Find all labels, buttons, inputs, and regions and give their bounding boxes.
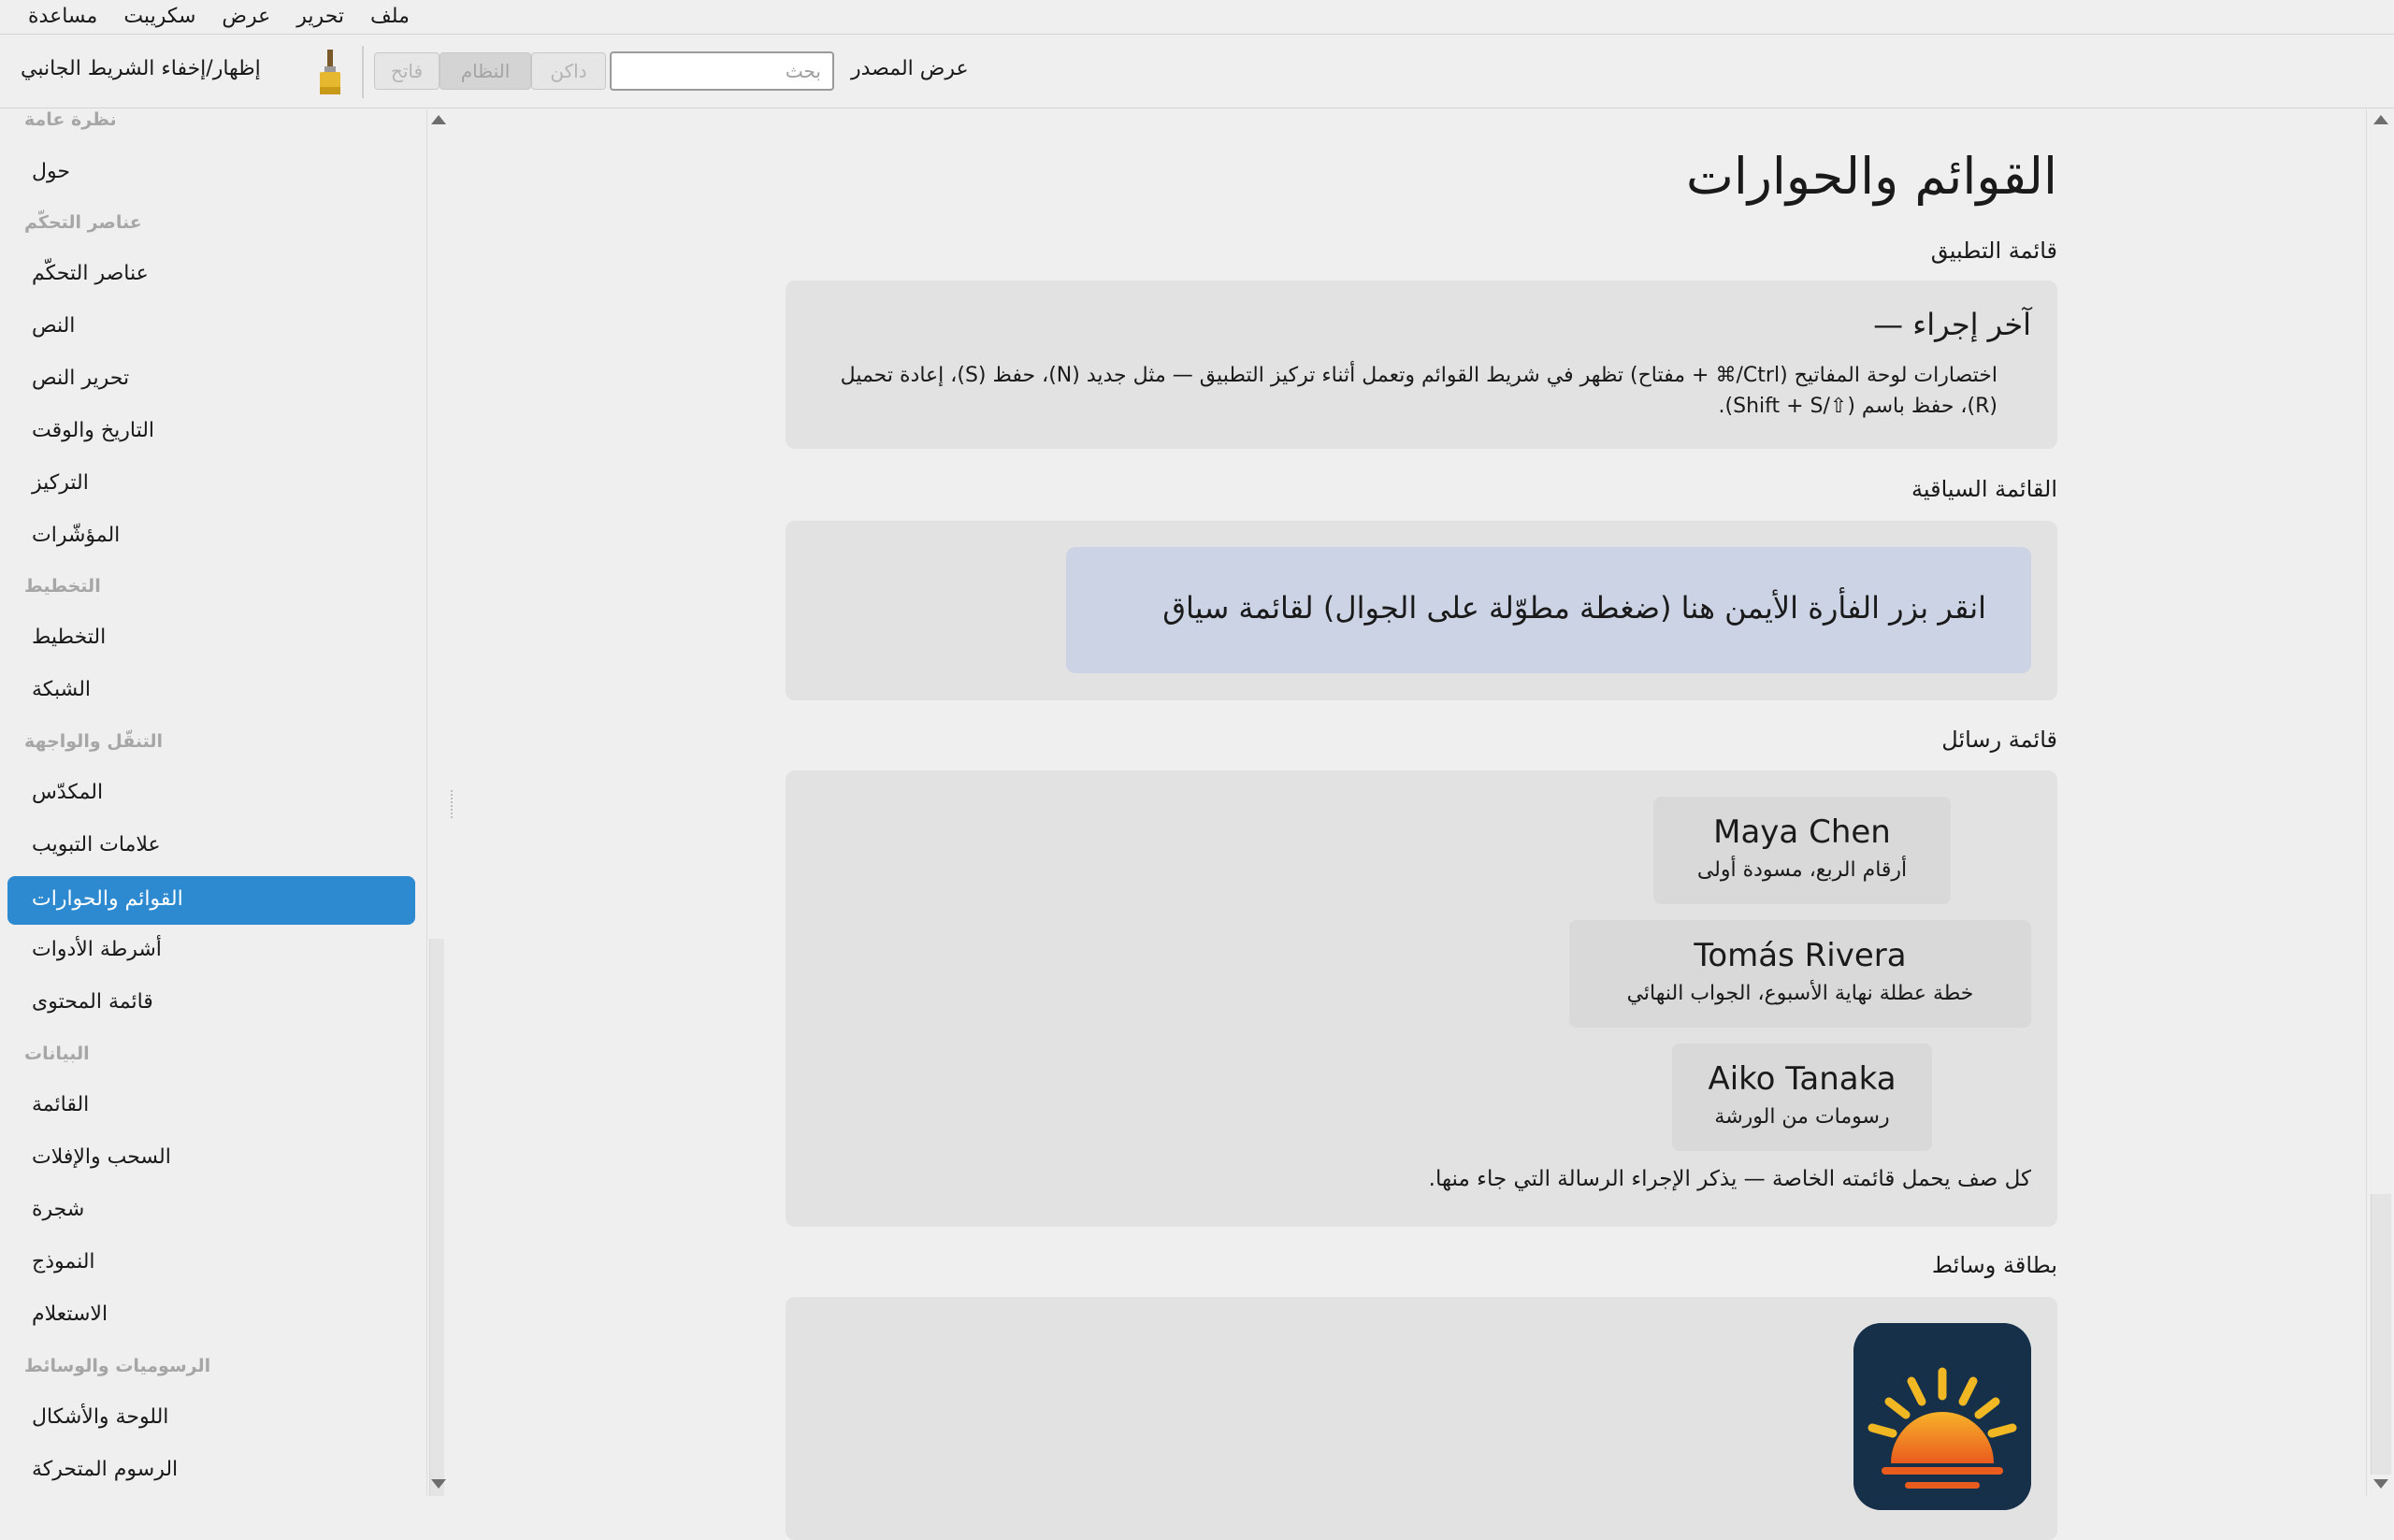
sidebar-item-toolbars[interactable]	[7, 927, 415, 975]
sunset-icon[interactable]	[1853, 1323, 2031, 1510]
sidebar-item-label: النص	[32, 314, 76, 338]
sidebar-header-layout: التخطيط	[24, 576, 101, 597]
sidebar-item-focus[interactable]	[7, 460, 415, 509]
message-row[interactable]	[1653, 797, 1951, 904]
menu-script[interactable]: سكريبت	[123, 5, 196, 28]
sidebar-item-menus-dialogs[interactable]	[7, 876, 415, 925]
sidebar-item-label: الشبكة	[32, 678, 92, 701]
sidebar-header-navigation: التنقّل والواجهة	[24, 731, 164, 752]
sidebar-item-label: المؤشّرات	[32, 524, 121, 547]
scroll-down-arrow-icon[interactable]	[431, 1479, 446, 1489]
sidebar-item-drag-drop[interactable]	[7, 1134, 415, 1183]
scroll-up-arrow-icon[interactable]	[431, 115, 446, 124]
app-menu-label: قائمة التطبيق	[1930, 237, 2057, 264]
sidebar-item-form[interactable]	[7, 1239, 415, 1288]
sidebar-header-overview: نظرة عامة	[24, 109, 117, 130]
sidebar-item-label: التركيز	[32, 471, 89, 495]
menu-file[interactable]: ملف	[370, 5, 410, 28]
sidebar-item-date-time[interactable]	[7, 408, 415, 456]
message-sender: Maya Chen	[1713, 813, 1891, 851]
sidebar-item-label: التخطيط	[32, 626, 107, 649]
context-menu-label: القائمة السياقية	[1911, 476, 2057, 502]
sidebar	[0, 109, 426, 1496]
sidebar-item-label: القائمة	[32, 1093, 90, 1116]
paintbrush-icon[interactable]	[314, 48, 346, 96]
sidebar-item-label: اللوحة والأشكال	[32, 1405, 169, 1429]
sidebar-item-about[interactable]	[7, 149, 415, 197]
context-menu-target[interactable]	[1066, 547, 2031, 673]
media-card-label: بطاقة وسائط	[1931, 1252, 2057, 1278]
sidebar-item-label: الاستعلام	[32, 1303, 108, 1326]
sidebar-item-canvas-shapes[interactable]	[7, 1394, 415, 1443]
sidebar-item-label: القوائم والحوارات	[32, 887, 183, 911]
sidebar-item-text-editing[interactable]	[7, 355, 415, 404]
sidebar-item-label: عناصر التحكّم	[32, 262, 149, 285]
message-subject: أرقام الربع، مسودة أولى	[1696, 858, 1908, 882]
main-content	[458, 109, 2366, 1496]
message-menu-card	[786, 770, 2057, 1227]
message-subject: رسومات من الورشة	[1714, 1105, 1890, 1129]
scroll-up-arrow-icon[interactable]	[2373, 115, 2388, 124]
message-row[interactable]	[1672, 1043, 1932, 1151]
sidebar-item-text[interactable]	[7, 303, 415, 352]
sidebar-header-graphics: الرسوميات والوسائط	[24, 1356, 211, 1376]
message-menu-label: قائمة رسائل	[1941, 727, 2057, 753]
pane-resize-handle[interactable]	[451, 790, 454, 818]
sidebar-item-content-list[interactable]	[7, 979, 415, 1028]
sidebar-item-label: علامات التبويب	[32, 833, 161, 856]
sidebar-scroll-thumb[interactable]	[429, 939, 444, 1496]
theme-light-button[interactable]: فاتح	[374, 52, 440, 90]
sidebar-item-controls[interactable]	[7, 251, 415, 299]
sidebar-item-label: شجرة	[32, 1198, 85, 1221]
toolbar	[0, 35, 2394, 108]
sidebar-item-label: أشرطة الأدوات	[32, 938, 162, 961]
toggle-sidebar-button[interactable]: إظهار/إخفاء الشريط الجانبي	[21, 57, 261, 80]
message-sender: Aiko Tanaka	[1708, 1060, 1896, 1098]
sidebar-item-label: المكدّس	[32, 781, 104, 804]
sidebar-header-data: البيانات	[24, 1043, 90, 1064]
sidebar-item-grid[interactable]	[7, 667, 415, 715]
sidebar-item-label: التاريخ والوقت	[32, 419, 155, 442]
sidebar-item-label: السحب والإفلات	[32, 1145, 171, 1169]
sidebar-item-tabs[interactable]	[7, 822, 415, 871]
message-row[interactable]	[1569, 920, 2031, 1028]
message-menu-note: كل صف يحمل قائمته الخاصة — يذكر الإجراء الرسالة التي جاء منها.	[1428, 1167, 2031, 1191]
sidebar-item-label: الرسوم المتحركة	[32, 1458, 179, 1481]
theme-system-button[interactable]: النظام	[440, 52, 531, 90]
message-sender: Tomás Rivera	[1694, 937, 1907, 974]
main-scroll-thumb[interactable]	[2371, 1194, 2391, 1475]
sidebar-item-animations[interactable]	[7, 1446, 415, 1495]
sidebar-item-stack[interactable]	[7, 770, 415, 818]
sidebar-item-layout[interactable]	[7, 614, 415, 663]
shortcuts-description: اختصارات لوحة المفاتيح (Ctrl/⌘ + مفتاح) تظهر في شريط القوائم وتعمل أثناء تركيز التطبيق — مثل جديد (N)، حفظ (S)، إعادة تحميل (R)، حفظ باسم (⇧/Shift + S).	[840, 364, 1997, 418]
search-input[interactable]	[612, 53, 832, 89]
media-card	[786, 1297, 2057, 1540]
theme-dark-button[interactable]: داكن	[531, 52, 606, 90]
toolbar-separator	[362, 46, 364, 98]
scroll-down-arrow-icon[interactable]	[2373, 1479, 2388, 1489]
menu-view[interactable]: عرض	[222, 5, 271, 28]
context-menu-target-text: انقر بزر الفأرة الأيمن هنا (ضغطة مطوّلة على الجوال) لقائمة سياق	[1162, 590, 1986, 626]
menu-edit[interactable]: تحرير	[296, 5, 345, 28]
sidebar-header-controls: عناصر التحكّم	[24, 212, 142, 233]
sidebar-item-label: تحرير النص	[32, 367, 130, 390]
context-menu-card	[786, 521, 2057, 700]
message-subject: خطة عطلة نهاية الأسبوع، الجواب النهائي	[1626, 982, 1974, 1005]
sidebar-scrollbar[interactable]	[426, 109, 447, 1496]
sidebar-item-label: قائمة المحتوى	[32, 990, 153, 1014]
sidebar-item-list[interactable]	[7, 1082, 415, 1130]
sidebar-item-label: النموذج	[32, 1250, 95, 1274]
sidebar-item-indicators[interactable]	[7, 512, 415, 561]
last-action-text: آخر إجراء —	[1873, 307, 2031, 342]
menu-list	[15, 0, 423, 34]
menu-bar	[0, 0, 2394, 35]
sidebar-item-label: حول	[32, 160, 70, 183]
search-field[interactable]	[610, 51, 834, 91]
main-scrollbar[interactable]	[2366, 109, 2394, 1496]
app-menu-card	[786, 281, 2057, 449]
sidebar-item-query[interactable]	[7, 1291, 415, 1340]
sidebar-item-tree[interactable]	[7, 1187, 415, 1235]
page-title: القوائم والحوارات	[1685, 147, 2057, 206]
view-source-button[interactable]: عرض المصدر	[851, 57, 969, 80]
menu-help[interactable]: مساعدة	[28, 5, 98, 28]
